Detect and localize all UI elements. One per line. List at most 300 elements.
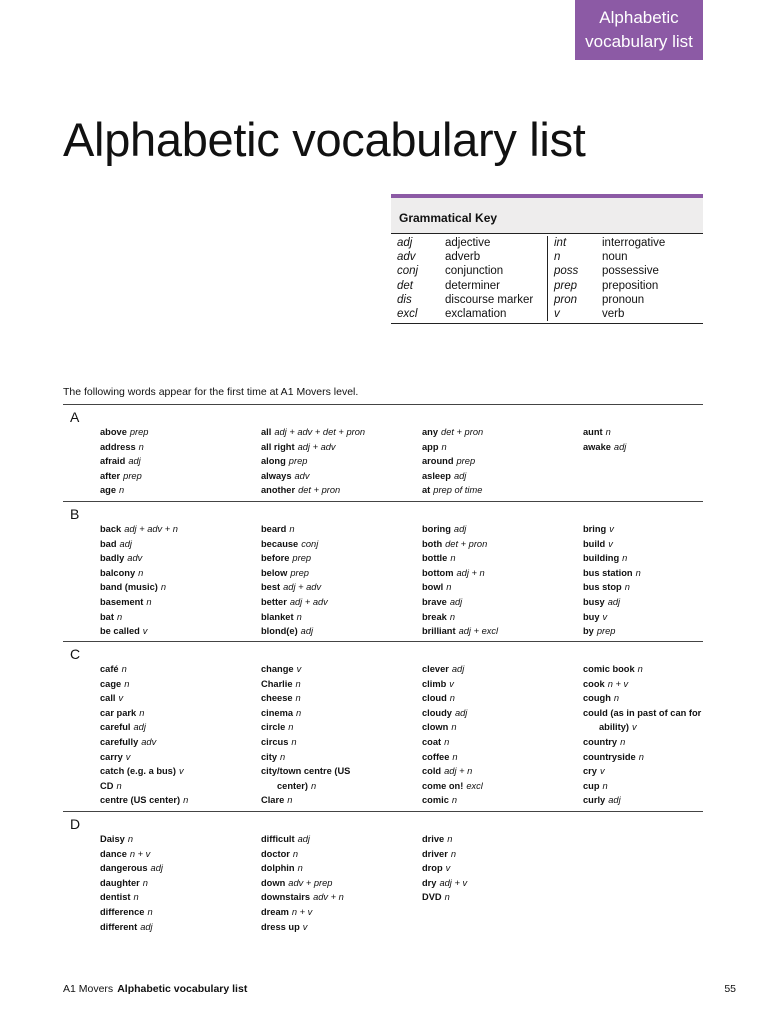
vocab-word: band (music) <box>100 582 158 593</box>
vocab-word: Clare <box>261 795 285 806</box>
vocab-word: any <box>422 427 439 437</box>
vocab-part-of-speech: n <box>447 834 453 844</box>
vocab-entry <box>100 861 261 876</box>
vocab-entry <box>422 624 583 639</box>
grammatical-key-row <box>554 307 703 321</box>
grammatical-key-row <box>397 307 547 321</box>
vocab-entry <box>100 750 261 765</box>
section-column <box>261 832 422 934</box>
vocab-part-of-speech: n <box>142 877 148 888</box>
vocab-entry <box>583 750 744 765</box>
vocab-part-of-speech: adj <box>133 722 146 733</box>
vocab-entry <box>261 483 422 498</box>
vocab-entry <box>422 890 583 905</box>
vocab-part-of-speech: prep <box>456 456 476 467</box>
vocab-word: Daisy <box>100 834 125 844</box>
vocab-entry <box>261 861 422 876</box>
vocab-part-of-speech: n <box>295 678 301 689</box>
vocab-word: bowl <box>422 582 444 593</box>
vocab-part-of-speech: n <box>160 582 167 593</box>
vocab-word: cold <box>422 766 442 777</box>
vocab-part-of-speech: adj <box>608 795 621 806</box>
section-column <box>261 662 422 808</box>
vocab-part-of-speech: adj + adv <box>297 441 336 452</box>
vocab-entry <box>261 905 422 920</box>
grammatical-key-abbr: conj <box>397 265 419 278</box>
vocab-word: circus <box>261 736 289 747</box>
section-tab-line2: vocabulary list <box>585 32 693 51</box>
vocab-entry <box>422 720 583 735</box>
section-letter: A <box>70 409 80 425</box>
vocab-entry <box>583 610 744 625</box>
grammatical-key-row <box>554 236 703 250</box>
grammatical-key-abbr: adv <box>397 251 416 264</box>
vocab-part-of-speech: prep of time <box>433 485 483 496</box>
vocab-part-of-speech: n <box>637 664 643 674</box>
vocab-entry <box>100 720 261 735</box>
vocab-entry <box>261 595 422 610</box>
vocab-word: back <box>100 524 122 534</box>
vocab-part-of-speech: n <box>291 736 297 747</box>
vocab-entry <box>261 890 422 905</box>
vocab-word: awake <box>583 441 611 452</box>
vocab-entry <box>261 706 422 721</box>
vocab-entry <box>583 764 744 779</box>
vocab-entry <box>100 691 261 706</box>
vocab-word: dream <box>261 906 289 917</box>
vocab-part-of-speech: adj + adv <box>283 582 322 593</box>
vocab-word: address <box>100 441 136 452</box>
grammatical-key-left-column <box>391 236 547 321</box>
vocab-word: cough <box>583 693 611 704</box>
vocab-entry <box>100 580 261 595</box>
vocab-entry <box>583 706 744 721</box>
vocab-word: because <box>261 538 299 549</box>
vocab-part-of-speech: n <box>289 524 295 534</box>
grammatical-key <box>391 194 703 324</box>
vocab-entry <box>422 735 583 750</box>
vocab-part-of-speech: adj <box>613 441 627 452</box>
grammatical-key-abbr: poss <box>554 265 579 278</box>
vocab-entry <box>422 677 583 692</box>
vocab-part-of-speech: adj + adv + n <box>124 524 178 534</box>
vocab-word: center) <box>277 780 309 791</box>
vocab-part-of-speech: n <box>441 441 447 452</box>
vocab-entry <box>422 779 583 794</box>
grammatical-key-row <box>397 236 547 250</box>
vocab-entry <box>100 890 261 905</box>
vocab-section-a <box>63 404 703 502</box>
vocab-word: blond(e) <box>261 626 298 637</box>
vocab-word: cry <box>583 766 597 777</box>
vocab-part-of-speech: adj <box>453 524 467 534</box>
vocab-word: carefully <box>100 736 139 747</box>
vocab-entry <box>583 551 744 566</box>
vocab-word: at <box>422 485 431 496</box>
vocab-entry <box>583 720 744 735</box>
vocab-part-of-speech: v <box>302 921 308 932</box>
vocab-entry <box>583 537 744 552</box>
vocab-part-of-speech: adj <box>449 596 463 607</box>
section-column <box>261 522 422 639</box>
vocab-word: balcony <box>100 567 136 578</box>
vocab-word: always <box>261 470 292 481</box>
vocab-word: coat <box>422 736 442 747</box>
vocab-part-of-speech: prep <box>123 470 142 481</box>
vocab-entry <box>261 750 422 765</box>
vocab-entry <box>422 662 583 677</box>
grammatical-key-meaning: adjective <box>445 237 491 249</box>
vocab-word: aunt <box>583 427 603 437</box>
vocab-part-of-speech: n <box>133 892 139 903</box>
vocab-part-of-speech: prep <box>290 567 309 578</box>
vocab-entry <box>422 425 583 440</box>
vocab-part-of-speech: adj + n <box>456 567 485 578</box>
vocab-section-b <box>63 501 703 642</box>
vocab-part-of-speech: det + pron <box>441 427 484 437</box>
vocab-word: asleep <box>422 470 451 481</box>
vocab-entry <box>422 580 583 595</box>
vocab-entry <box>261 720 422 735</box>
vocab-entry <box>583 522 744 537</box>
vocab-word: by <box>583 626 594 637</box>
vocab-part-of-speech: adv + prep <box>288 877 333 888</box>
vocab-part-of-speech: adj + excl <box>458 626 499 637</box>
vocab-word: climb <box>422 678 447 689</box>
grammatical-key-row <box>397 250 547 264</box>
vocab-word: all right <box>261 441 295 452</box>
vocab-word: car park <box>100 707 137 718</box>
vocab-word: call <box>100 693 116 704</box>
vocab-entry <box>100 537 261 552</box>
vocab-entry <box>261 677 422 692</box>
vocab-word: dry <box>422 877 437 888</box>
vocab-word: around <box>422 456 454 467</box>
grammatical-key-row <box>397 293 547 307</box>
vocab-entry <box>261 425 422 440</box>
grammatical-key-meaning: preposition <box>602 279 659 292</box>
vocab-word: below <box>261 567 288 578</box>
vocab-word: dance <box>100 848 127 859</box>
vocab-word: badly <box>100 553 125 564</box>
vocab-entry <box>422 551 583 566</box>
vocab-entry <box>100 469 261 484</box>
section-column <box>583 425 744 498</box>
grammatical-key-abbr: prep <box>554 279 578 292</box>
vocab-part-of-speech: v <box>118 693 124 704</box>
vocab-entry <box>261 454 422 469</box>
vocab-entry <box>261 522 422 537</box>
vocab-entry <box>422 469 583 484</box>
vocab-entry <box>261 662 422 677</box>
vocab-part-of-speech: v <box>608 538 613 549</box>
vocab-entry <box>100 440 261 455</box>
vocab-word: down <box>261 877 286 888</box>
grammatical-key-row <box>397 264 547 278</box>
section-tab <box>575 0 703 60</box>
vocab-word: circle <box>261 722 286 733</box>
vocab-part-of-speech: conj <box>301 538 319 549</box>
grammatical-key-meaning: verb <box>602 308 625 321</box>
vocab-entry <box>100 677 261 692</box>
vocab-part-of-speech: n <box>138 441 144 452</box>
grammatical-key-row <box>397 279 547 293</box>
vocab-word: CD <box>100 780 114 791</box>
vocab-part-of-speech: adj + adv <box>289 596 328 607</box>
grammatical-key-meaning: pronoun <box>602 293 645 306</box>
vocab-part-of-speech: n <box>116 780 122 791</box>
grammatical-key-abbr: n <box>554 251 561 264</box>
vocab-word: carry <box>100 751 123 762</box>
vocab-word: curly <box>583 795 606 806</box>
vocab-word: careful <box>100 722 131 733</box>
vocab-word: brave <box>422 596 447 607</box>
vocab-word: dentist <box>100 892 131 903</box>
section-column <box>583 662 744 808</box>
vocab-entry <box>583 440 744 455</box>
vocab-word: afraid <box>100 456 126 467</box>
vocab-part-of-speech: adj + adv + det + pron <box>274 427 366 437</box>
vocab-part-of-speech: prep <box>129 427 149 437</box>
vocab-word: app <box>422 441 439 452</box>
vocab-entry <box>100 425 261 440</box>
vocab-word: cup <box>583 780 600 791</box>
intro-text: The following words appear for the first time at A1 Movers level. <box>63 386 359 398</box>
vocab-word: Charlie <box>261 678 293 689</box>
vocab-part-of-speech: n + v <box>129 848 151 859</box>
vocab-word: dress up <box>261 921 300 932</box>
vocab-part-of-speech: adj <box>607 596 621 607</box>
vocab-entry <box>261 566 422 581</box>
vocab-word: come on! <box>422 780 464 791</box>
vocab-word: above <box>100 427 127 437</box>
vocab-entry <box>100 610 261 625</box>
vocab-word: comic book <box>583 664 635 674</box>
vocab-word: DVD <box>422 892 442 903</box>
vocab-entry <box>261 876 422 891</box>
vocab-part-of-speech: det + pron <box>298 485 341 496</box>
section-columns <box>100 662 744 808</box>
vocab-part-of-speech: adv <box>294 470 310 481</box>
vocab-word: coffee <box>422 751 450 762</box>
grammatical-key-meaning: possessive <box>602 265 659 278</box>
vocab-word: bus station <box>583 567 633 578</box>
vocab-entry <box>100 905 261 920</box>
section-column <box>422 522 583 639</box>
vocab-part-of-speech: v <box>296 664 302 674</box>
vocab-entry <box>422 706 583 721</box>
grammatical-key-abbr: det <box>397 279 413 292</box>
vocab-word: better <box>261 596 287 607</box>
grammatical-key-meaning: conjunction <box>445 265 504 278</box>
vocab-word: ability) <box>599 722 629 733</box>
grammatical-key-abbr: adj <box>397 237 413 249</box>
vocab-part-of-speech: v <box>449 678 454 689</box>
vocab-part-of-speech: n <box>296 611 302 622</box>
vocab-section-d <box>63 811 703 942</box>
vocab-entry <box>261 624 422 639</box>
vocab-word: beard <box>261 524 287 534</box>
vocab-part-of-speech: n + v <box>291 906 313 917</box>
section-column <box>261 425 422 498</box>
vocab-word: along <box>261 456 286 467</box>
vocab-part-of-speech: n <box>295 693 301 704</box>
vocab-entry <box>422 861 583 876</box>
vocab-word: blanket <box>261 611 294 622</box>
vocab-entry <box>422 750 583 765</box>
vocab-word: bottom <box>422 567 454 578</box>
vocab-part-of-speech: adv <box>141 736 157 747</box>
vocab-part-of-speech: n <box>450 848 457 859</box>
section-column <box>422 662 583 808</box>
vocab-entry <box>100 595 261 610</box>
vocab-word: building <box>583 553 620 564</box>
vocab-word: brilliant <box>422 626 456 637</box>
section-column <box>422 425 583 498</box>
section-tab-line1: Alphabetic <box>599 8 679 27</box>
footer-section: Alphabetic vocabulary list <box>117 983 248 995</box>
vocab-entry <box>100 764 261 779</box>
vocab-entry <box>583 580 744 595</box>
vocab-entry <box>100 551 261 566</box>
vocab-entry <box>100 876 261 891</box>
vocab-word: countryside <box>583 751 636 762</box>
vocab-entry <box>261 551 422 566</box>
vocab-part-of-speech: n <box>605 427 611 437</box>
vocab-word: break <box>422 611 447 622</box>
vocab-word: daughter <box>100 877 140 888</box>
vocab-entry <box>100 522 261 537</box>
grammatical-key-abbr: dis <box>397 293 412 306</box>
vocab-word: bad <box>100 538 117 549</box>
vocab-entry <box>583 735 744 750</box>
section-column <box>100 522 261 639</box>
vocab-entry <box>100 454 261 469</box>
vocab-entry <box>100 566 261 581</box>
vocab-word: dangerous <box>100 863 148 874</box>
grammatical-key-abbr: int <box>554 237 567 249</box>
vocab-part-of-speech: n <box>622 553 628 564</box>
vocab-part-of-speech: n <box>444 736 450 747</box>
vocab-part-of-speech: n <box>602 780 608 791</box>
vocab-word: both <box>422 538 443 549</box>
vocab-part-of-speech: adj <box>297 834 310 844</box>
vocab-word: before <box>261 553 290 564</box>
vocab-word: build <box>583 538 606 549</box>
vocab-entry <box>100 847 261 862</box>
vocab-part-of-speech: prep <box>596 626 616 637</box>
vocab-part-of-speech: n <box>287 795 293 806</box>
vocab-part-of-speech: v <box>609 524 614 534</box>
grammatical-key-abbr: pron <box>554 293 578 306</box>
vocab-entry <box>261 847 422 862</box>
vocab-part-of-speech: n <box>450 553 456 564</box>
vocab-word: different <box>100 921 138 932</box>
vocab-entry <box>100 832 261 847</box>
vocab-entry <box>583 779 744 794</box>
grammatical-key-row <box>554 293 703 307</box>
vocab-entry <box>583 793 744 808</box>
vocab-word: drive <box>422 834 445 844</box>
vocab-part-of-speech: adj <box>454 707 468 718</box>
vocab-word: clown <box>422 722 449 733</box>
vocab-word: comic <box>422 795 449 806</box>
vocab-part-of-speech: adj + n <box>444 766 473 777</box>
vocab-part-of-speech: n <box>451 795 458 806</box>
vocab-entry <box>261 779 422 794</box>
vocab-word: downstairs <box>261 892 311 903</box>
vocab-word: clever <box>422 664 449 674</box>
vocab-entry <box>100 662 261 677</box>
vocab-entry <box>261 691 422 706</box>
vocab-entry <box>422 595 583 610</box>
section-column <box>100 425 261 498</box>
vocab-part-of-speech: adj <box>451 664 465 674</box>
grammatical-key-meaning: noun <box>602 251 628 264</box>
vocab-word: all <box>261 427 272 437</box>
vocab-part-of-speech: n <box>124 678 130 689</box>
vocab-part-of-speech: n <box>292 848 299 859</box>
vocab-part-of-speech: prep <box>292 553 312 564</box>
vocab-entry <box>422 793 583 808</box>
grammatical-key-row <box>554 279 703 293</box>
vocab-entry <box>261 469 422 484</box>
vocab-entry <box>261 920 422 935</box>
vocab-part-of-speech: v <box>178 766 184 777</box>
vocab-entry <box>261 440 422 455</box>
vocab-entry <box>100 483 261 498</box>
vocab-word: another <box>261 485 296 496</box>
grammatical-key-heading: Grammatical Key <box>391 194 703 234</box>
vocab-part-of-speech: n <box>311 780 317 791</box>
vocab-entry <box>100 920 261 935</box>
vocab-word: difficult <box>261 834 295 844</box>
vocab-part-of-speech: n <box>444 892 450 903</box>
vocab-part-of-speech: adv <box>127 553 143 564</box>
vocab-part-of-speech: n <box>297 863 303 874</box>
vocab-entry <box>261 610 422 625</box>
vocab-entry <box>422 876 583 891</box>
vocab-word: bat <box>100 611 114 622</box>
section-columns <box>100 425 744 498</box>
section-column <box>583 832 744 934</box>
vocab-entry <box>422 483 583 498</box>
vocab-word: age <box>100 485 117 496</box>
vocab-section-c <box>63 641 703 812</box>
vocab-entry <box>422 764 583 779</box>
vocab-part-of-speech: adv + n <box>313 892 344 903</box>
vocab-part-of-speech: n <box>296 707 302 718</box>
vocab-word: basement <box>100 596 144 607</box>
vocab-word: cloud <box>422 693 447 704</box>
vocab-word: catch (e.g. a bus) <box>100 766 176 777</box>
vocab-entry <box>583 425 744 440</box>
vocab-entry <box>422 847 583 862</box>
vocab-part-of-speech: adj <box>128 456 141 467</box>
vocab-word: dolphin <box>261 863 295 874</box>
footer-title <box>63 983 247 995</box>
section-letter: D <box>70 816 81 832</box>
vocab-word: bottle <box>422 553 448 564</box>
vocab-entry <box>261 832 422 847</box>
vocab-word: difference <box>100 906 145 917</box>
vocab-part-of-speech: adj <box>140 921 153 932</box>
vocab-word: driver <box>422 848 448 859</box>
vocab-word: cheese <box>261 693 293 704</box>
vocab-entry <box>261 764 422 779</box>
vocab-part-of-speech: v <box>602 611 608 622</box>
vocab-entry <box>100 706 261 721</box>
